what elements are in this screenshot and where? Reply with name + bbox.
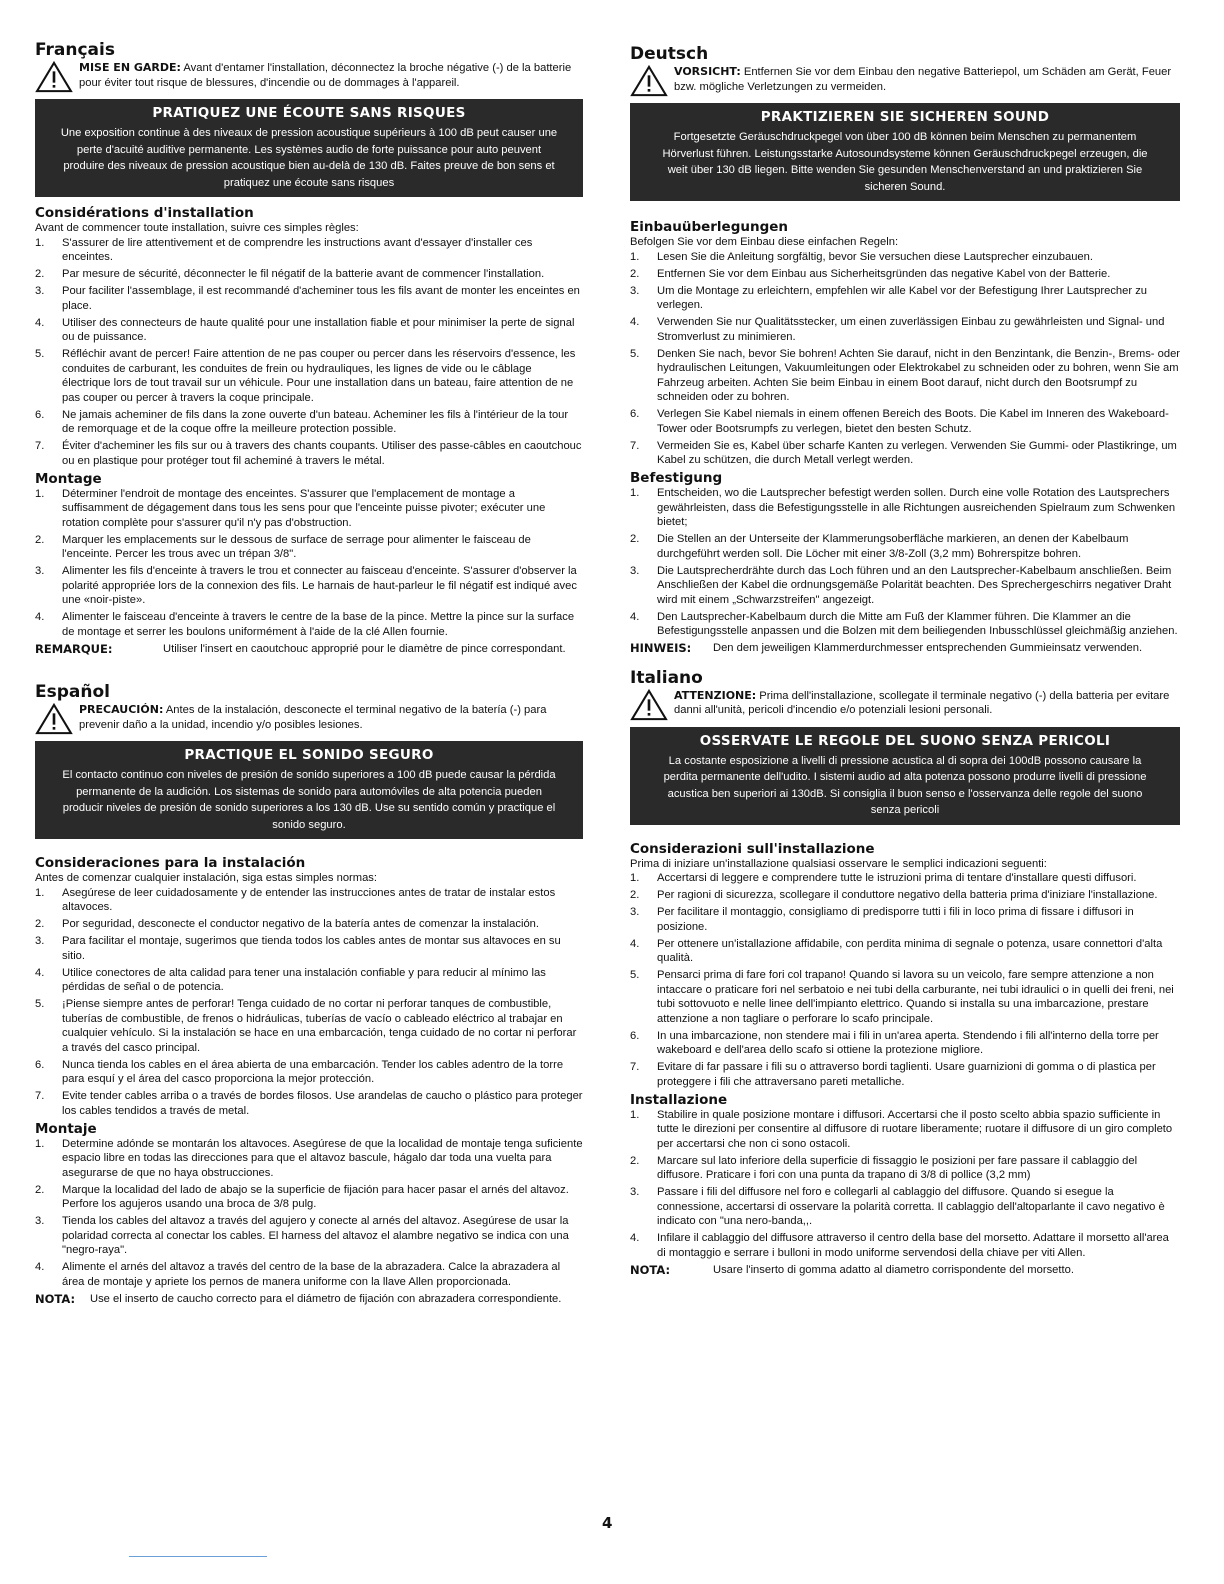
list-item — [35, 997, 583, 1055]
item-text: Marque la localidad del lado de abajo se la superficie de fijación para hacer pasar el arnés del altavoz. Perfore los agujeros usando una broca de 3/8 pulg. — [62, 1183, 569, 1210]
list-item — [35, 1089, 583, 1118]
item-text: Por seguridad, desconecte el conductor negativo de la batería antes de comenzar la instalación. — [62, 918, 540, 930]
banner-body: El contacto continuo con niveles de presión de sonido superiores a 100 dB puede causar la pérdida permanente de la audición. Los sistemas de sonido para automóviles de alta potencia pueden producir niveles de presión de sonido superiores a los 130 dB. Use su sentido común y practique el sonido seguro. — [62, 769, 556, 831]
safe-sound-banner — [35, 99, 583, 197]
warning-text: Avant d'entamer l'installation, déconnectez la broche négative (-) de la batterie pour éviter tout risque de blessures, d'incendie ou de dommages à l'appareil. — [79, 62, 572, 89]
list-item — [35, 886, 583, 915]
list-item — [630, 1185, 1180, 1229]
section-spanish — [35, 682, 583, 1306]
banner-body: La costante esposizione a livelli di pressione acustica al di sopra dei 100dB possono causare la perdita permanente dell'udito. I sistemi audio ad alta potenza possono produrre livelli di pressione acustica ben superiori ai 130dB. Si consiglia il buon senso e l'osservanza delle regole del suono senza pericoli — [663, 754, 1147, 816]
item-text: Réfléchir avant de percer! Faire attention de ne pas couper ou percer dans les réservoirs d'essence, les conduites de carburant, les conduites de frein ou hydrauliques, les lignes de vide ou le câblage électrique lors de tout travail sur un véhicule. Pour une installation dans un bateau, faire attention de ne pas couper ou percer à travers la coque principale. — [62, 348, 576, 404]
list-item — [35, 610, 583, 639]
item-number: 3. — [35, 285, 45, 297]
mounting-heading: Montage — [35, 470, 102, 487]
mounting-heading: Montaje — [35, 1120, 97, 1137]
list-item — [35, 934, 583, 963]
safe-sound-banner — [35, 741, 583, 839]
item-text: Accertarsi di leggere e comprendere tutte le istruzioni prima di tentare d'installare questi diffusori. — [657, 872, 1137, 884]
item-text: Vermeiden Sie es, Kabel über scharfe Kanten zu verlegen. Verwenden Sie Gummi- oder Plastikringe, um Kabel zu schützen, die durch Metall verlegt werden. — [657, 439, 1177, 466]
banner-title: PRATIQUEZ UNE ÉCOUTE SANS RISQUES — [152, 105, 466, 121]
list-item — [35, 439, 583, 468]
considerations-list — [630, 250, 1180, 468]
item-number: 2. — [35, 918, 45, 930]
item-text: Éviter d'acheminer les fils sur ou à travers des chants coupants. Utiliser des passe-câbles en caoutchouc ou en plastique pour protéger tout fil acheminé à travers le métal. — [62, 440, 582, 467]
item-text: Ne jamais acheminer de fils dans la zone ouverte d'un bateau. Acheminer les fils à l'intérieur de la tour de remorquage et de la coque offre la meilleure protection possible. — [62, 408, 569, 435]
item-text: Stabilire in quale posizione montare i diffusori. Accertarsi che il posto scelto abbia spazio sufficiente in tutte le direzioni per consentire al diffusore di ruotare liberamente; ruotare il diffusore di un giro completo per accertarsi che non ci sono ostacoli. — [657, 1108, 1173, 1150]
item-number: 2. — [630, 533, 640, 545]
item-number: 4. — [35, 611, 45, 623]
item-number: 6. — [630, 408, 640, 420]
list-item — [630, 486, 1180, 530]
item-text: Tienda los cables del altavoz a través del agujero y conecte al arnés del altavoz. Asegúrese de usar la polaridad correcta al conectar los cables. El harness del altavoz el alambre negativo se indica con una "negro-raya". — [62, 1215, 569, 1256]
list-item — [35, 408, 583, 437]
installation-considerations-heading: Considerazioni sull'installazione — [630, 840, 875, 857]
list-item — [35, 917, 583, 932]
page-number: 4 — [602, 1514, 613, 1532]
note-text: Usare l'inserto di gomma adatto al diametro corrispondente del morsetto. — [713, 1263, 1074, 1276]
list-item — [35, 533, 583, 562]
warning-triangle-icon — [630, 65, 668, 97]
item-number: 6. — [630, 1029, 640, 1042]
item-number: 7. — [630, 439, 640, 452]
list-item — [35, 347, 583, 405]
banner-body: Fortgesetzte Geräuschdruckpegel von über 100 dB können beim Menschen zu permanentem Hörverlust führen. Leistungsstarke Autosoundsysteme können Geräuschdruckpegel erzeugen, die weit über 130 dB liegen. Bitte wenden Sie gesunden Menschenverstand an und praktizieren Sie sicheren Sound. — [662, 131, 1148, 193]
warning-note — [630, 65, 1180, 97]
section-intro: Befolgen Sie vor dem Einbau diese einfachen Regeln: — [630, 236, 899, 248]
item-text: S'assurer de lire attentivement et de comprendre les instructions avant d'essayer d'installer ces enceintes. — [62, 236, 533, 263]
footer-rule — [129, 1556, 267, 1557]
list-item — [35, 284, 583, 313]
item-number: 2. — [35, 268, 45, 280]
item-number: 1. — [35, 1137, 45, 1150]
mounting-steps-list — [35, 487, 583, 640]
list-item — [630, 1154, 1180, 1183]
item-number: 2. — [630, 267, 640, 280]
considerations-list — [630, 871, 1180, 1089]
warning-label: ATTENZIONE: — [674, 688, 757, 702]
note — [35, 642, 583, 657]
item-number: 4. — [630, 316, 640, 328]
item-number: 5. — [35, 348, 45, 360]
list-item — [630, 250, 1180, 265]
list-item — [35, 1058, 583, 1087]
considerations-list — [35, 886, 583, 1119]
item-number: 4. — [630, 610, 640, 623]
mounting-steps-list — [35, 1137, 583, 1290]
list-item — [630, 1029, 1180, 1058]
list-item — [630, 888, 1180, 903]
note — [630, 1263, 1180, 1278]
banner-title: OSSERVATE LE REGOLE DEL SUONO SENZA PERICOLI — [699, 732, 1111, 749]
item-number: 2. — [630, 889, 640, 901]
list-item — [630, 968, 1180, 1026]
item-text: Evite tender cables arriba o a través de bordes filosos. Use arandelas de caucho o plástico para proteger los cables tendidos a través de metal. — [62, 1090, 583, 1117]
warning-note — [35, 61, 583, 93]
item-text: Denken Sie nach, bevor Sie bohren! Achten Sie darauf, nicht in den Benzintank, die Benzin-, Brems- oder hydraulischen Leitungen, Vakuumleitungen oder Elektrokabel zu schneiden oder zu bohren, wenn Sie am Fahrzeug arbeiten. Achten Sie beim Einbau in einem Boot darauf, nicht durch den Bootsrumpf zu schneiden oder zu bohren. — [657, 347, 1181, 403]
item-number: 3. — [630, 1186, 640, 1198]
item-number: 3. — [630, 284, 640, 297]
item-number: 1. — [630, 250, 640, 263]
list-item — [630, 1231, 1180, 1260]
item-number: 1. — [35, 886, 45, 899]
list-item — [630, 905, 1180, 934]
item-text: Lesen Sie die Anleitung sorgfältig, bevor Sie versuchen diese Lautsprecher einzubauen. — [657, 250, 1093, 263]
item-text: Utilice conectores de alta calidad para tener una instalación confiable y para reducir al mínimo las pérdidas de señal o de potencia. — [62, 966, 546, 993]
mounting-heading: Befestigung — [630, 470, 723, 486]
item-text: Passare i fili del diffusore nel foro e collegarli al cablaggio del diffusore. Quando si esegue la connessione, accertarsi di osservare la polarità corretta. Il cablaggio dell'altoparlante il cavo negativo è indicato con "una nero-banda,,. — [657, 1186, 1165, 1227]
warning-label: PRECAUCIÓN: — [79, 703, 164, 716]
note-text: Utiliser l'insert en caoutchouc approprié pour le diamètre de pince correspondant. — [163, 642, 566, 655]
item-text: Per facilitare il montaggio, consigliamo di predisporre tutti i fili in loco prima di fissare i diffusori in posizione. — [657, 906, 1134, 933]
item-text: Den Lautsprecher-Kabelbaum durch die Mitte am Fuß der Klammer führen. Die Klammer an die Befestigungsstelle anpassen und die Bolzen mit dem beiliegenden Inbusschlüssel gleichmäßig anziehen. — [657, 610, 1178, 637]
section-french — [35, 40, 583, 656]
item-number: 1. — [630, 487, 640, 499]
item-text: Um die Montage zu erleichtern, empfehlen wir alle Kabel vor der Befestigung Ihrer Lautsprecher zu verlegen. — [657, 284, 1148, 311]
item-text: Alimenter le faisceau d'enceinte à travers le centre de la base de la pince. Mettre la pince sur la surface de montage et serrer les boulons uniformément à l'aide de la clé Allen fournie. — [62, 611, 575, 638]
note-label: HINWEIS: — [630, 641, 692, 655]
list-item — [35, 316, 583, 345]
list-item — [630, 1108, 1180, 1152]
item-text: Per ragioni di sicurezza, scollegare il conduttore negativo della batteria prima d'iniziare l'installazione. — [657, 889, 1158, 901]
item-text: Marcare sul lato inferiore della superficie di fissaggio le posizioni per fare passare il cablaggio del diffusore. Praticare i fori con una punta da trapano di 3/8 di pollice (3,2 mm) — [657, 1154, 1138, 1181]
considerations-list — [35, 236, 583, 469]
list-item — [35, 1260, 583, 1289]
item-text: Déterminer l'endroit de montage des enceintes. S'assurer que l'emplacement de montage a suffisamment de dégagement dans tous les sens pour que l'enceinte puisse pivoter; exécuter une rotation complète pour s'assurer qu'il n'y pas d'obstruction. — [62, 487, 546, 529]
item-number: 3. — [630, 564, 640, 577]
item-text: Die Lautsprecherdrähte durch das Loch führen und an den Lautsprecher-Kabelbaum anschließen. Beim Anschließen der Kabel die ordnungsgemäße Polarität beachten. Des Sprechergeschirrs negativer Draht wird mit einem „Schwarzstreifen" angezeigt. — [657, 564, 1172, 606]
list-item — [35, 1137, 583, 1181]
item-number: 6. — [35, 1058, 45, 1071]
item-number: 1. — [35, 236, 45, 249]
list-item — [35, 1214, 583, 1258]
list-item — [630, 267, 1180, 282]
item-number: 3. — [35, 1215, 45, 1227]
list-item — [630, 871, 1180, 886]
list-item — [630, 439, 1180, 468]
list-item — [630, 532, 1180, 561]
item-text: Entfernen Sie vor dem Einbau aus Sicherheitsgründen das negative Kabel von der Batterie. — [657, 267, 1111, 280]
mounting-steps-list — [630, 1108, 1180, 1261]
item-number: 4. — [630, 1232, 640, 1244]
item-text: Para facilitar el montaje, sugerimos que tienda todos los cables antes de montar sus altavoces en su sitio. — [62, 935, 561, 962]
note-label: REMARQUE: — [35, 641, 113, 656]
item-number: 6. — [35, 408, 45, 421]
list-item — [630, 284, 1180, 313]
language-title: Deutsch — [630, 44, 709, 64]
item-number: 1. — [35, 487, 45, 500]
item-number: 7. — [35, 1090, 45, 1102]
item-text: Pensarci prima di fare fori col trapano! Quando si lavora su un veicolo, fare sempre attenzione a non intaccare o praticare fori nel serbatoio e nei tubi della carburante, nei tubi idraulici o in quelli dei freni, nei tubi sottovuoto e nelle linee dell'impianto elettrico. Quando si installa su una imbarcazione, prestare attenzione a non tagliare o perforare lo scafo principale. — [657, 969, 1174, 1025]
section-intro: Antes de comenzar cualquier instalación, siga estas simples normas: — [35, 872, 378, 884]
installation-considerations-heading: Einbauüberlegungen — [630, 219, 789, 235]
item-text: ¡Piense siempre antes de perforar! Tenga cuidado de no cortar ni perforar tanques de combustible, tuberías de combustible, de frenos o hidráulicas, tuberías de vacío o cableado eléctrico al trabajar en cualquier vehículo. Si la instalación se hace en una embarcación, tenga cuidado de no cortar ni perforar a través del casco principal. — [62, 998, 577, 1054]
item-text: Verlegen Sie Kabel niemals in einem offenen Bereich des Boots. Die Kabel im Inneren des Wakeboard-Tower oder Bootsrumpfs zu verlegen, bietet den besten Schutz. — [657, 408, 1169, 435]
item-number: 5. — [35, 998, 45, 1010]
section-german — [630, 44, 1180, 656]
item-text: Entscheiden, wo die Lautsprecher befestigt werden sollen. Durch eine volle Rotation des Lautsprechers gewährleisten, dass die Befestigungsstelle in alle Richtungen ausreichenden Spielraum zum Schwenken bietet; — [657, 487, 1176, 528]
language-title: Español — [35, 682, 110, 702]
list-item — [630, 937, 1180, 966]
item-text: Utiliser des connecteurs de haute qualité pour une installation fiable et pour minimiser la perte de signal ou de puissance. — [62, 316, 575, 343]
warning-text: Antes de la instalación, desconecte el terminal negativo de la batería (-) para prevenir daño a la unidad, incendio y/o posibles lesiones. — [79, 704, 547, 731]
item-text: Marquer les emplacements sur le dessous de surface de serrage pour alimenter le faisceau de l'enceinte. Percer les trous avec un trépan 3/8". — [62, 533, 531, 560]
list-item — [35, 267, 583, 282]
item-text: Determine adónde se montarán los altavoces. Asegúrese de que la localidad de montaje tenga suficiente espacio libre en todas las direcciones para que el altavoz bascule, hágalo dar toda una vuelta para asegurarse de que no haya obstrucciones. — [62, 1137, 583, 1179]
list-item — [35, 487, 583, 531]
note — [630, 641, 1180, 656]
list-item — [630, 610, 1180, 639]
section-italian — [630, 668, 1180, 1278]
language-title: Italiano — [630, 667, 703, 688]
item-number: 3. — [630, 906, 640, 918]
mounting-heading: Installazione — [630, 1091, 728, 1108]
section-intro: Prima di iniziare un'installazione qualsiasi osservare le semplici indicazioni seguenti: — [630, 857, 1047, 870]
item-text: In una imbarcazione, non stendere mai i fili in un'area aperta. Stendendo i fili all'interno della torre per wakeboard e dell'area dello scafo si ottiene la protezione migliore. — [657, 1029, 1159, 1056]
section-intro: Avant de commencer toute installation, suivre ces simples règles: — [35, 222, 359, 234]
list-item — [630, 1060, 1180, 1089]
note-text: Den dem jeweiligen Klammerdurchmesser entsprechenden Gummieinsatz verwenden. — [713, 642, 1143, 654]
note-label: NOTA: — [35, 1291, 76, 1306]
list-item — [630, 315, 1180, 344]
item-number: 2. — [35, 533, 45, 546]
list-item — [630, 564, 1180, 608]
banner-body: Une exposition continue à des niveaux de pression acoustique supérieurs à 100 dB peut causer une perte d'acuité auditive permanente. Les systèmes audio de forte puissance pour auto peuvent produire des niveaux de pression acoustique bien au-delà de 130 dB. Faites preuve de bon sens et pratiquez une écoute sans risques — [60, 127, 558, 189]
item-text: Die Stellen an der Unterseite der Klammerungsoberfläche markieren, an denen der Kabelbaum durchgeführt werden soll. Die Löcher mit einer 3/8-Zoll (3,2 mm) Bohrerspitze bohren. — [657, 533, 1129, 560]
item-number: 5. — [630, 347, 640, 360]
item-text: Evitare di far passare i fili su o attraverso bordi taglienti. Usare guarnizioni di gomma o di plastica per proteggere i fili che attraversano pareti metalliche. — [657, 1061, 1156, 1088]
mounting-steps-list — [630, 486, 1180, 639]
item-number: 2. — [35, 1183, 45, 1196]
warning-triangle-icon — [630, 689, 668, 721]
installation-considerations-heading: Considérations d'installation — [35, 205, 254, 221]
item-text: Pour faciliter l'assemblage, il est recommandé d'acheminer tous les fils avant de monter les enceintes en place. — [62, 285, 580, 312]
list-item — [35, 966, 583, 995]
item-number: 4. — [35, 966, 45, 979]
warning-text: Prima dell'installazione, scollegate il terminale negativo (-) della batteria per evitare danni all'unità, pericoli d'incendio e/o potenziali lesioni personali. — [674, 689, 1170, 716]
note-label: NOTA: — [630, 1262, 671, 1277]
warning-triangle-icon — [35, 61, 73, 93]
note — [35, 1292, 583, 1307]
item-number: 3. — [35, 935, 45, 947]
item-text: Par mesure de sécurité, déconnecter le fil négatif de la batterie avant de commencer l'installation. — [62, 268, 545, 280]
list-item — [630, 347, 1180, 405]
warning-note — [630, 689, 1180, 721]
note-text: Use el inserto de caucho correcto para el diámetro de fijación con abrazadera correspondiente. — [90, 1292, 562, 1305]
item-text: Nunca tienda los cables en el área abierta de una embarcación. Tender los cables adentro de la torre para esquí y el área del casco proporciona la mejor protección. — [62, 1058, 564, 1085]
warning-triangle-icon — [35, 703, 73, 735]
list-item — [35, 1183, 583, 1212]
item-number: 5. — [630, 969, 640, 981]
item-number: 7. — [630, 1061, 640, 1073]
warning-text: Entfernen Sie vor dem Einbau den negative Batteriepol, um Schäden am Gerät, Feuer bzw. mögliche Verletzungen zu vermeiden. — [674, 66, 1172, 93]
item-number: 4. — [630, 937, 640, 950]
item-text: Alimente el arnés del altavoz a través del centro de la base de la abrazadera. Calce la abrazadera al área de montaje y apriete los pernos de manera uniforme con la llave Allen proporcionada. — [62, 1261, 561, 1288]
list-item — [35, 564, 583, 608]
installation-considerations-heading: Consideraciones para la instalación — [35, 855, 306, 871]
item-number: 1. — [630, 872, 640, 884]
item-number: 2. — [630, 1154, 640, 1167]
safe-sound-banner — [630, 727, 1180, 825]
list-item — [630, 407, 1180, 436]
item-text: Alimenter les fils d'enceinte à travers le trou et connecter au faisceau d'enceinte. S'assurer d'observer la polarité appropriée lors de la connexion des fils. Le harnais de haut-parleur le fil négatif est indiqué avec une «noir-piste». — [62, 565, 577, 606]
left-column — [35, 40, 583, 1306]
item-number: 7. — [35, 440, 45, 452]
item-text: Infilare il cablaggio del diffusore attraverso il centro della base del morsetto. Adattare il morsetto all'area di montaggio e serrare i bulloni in modo uniforme servendosi della chiave per viti Allen. — [657, 1232, 1169, 1259]
item-number: 1. — [630, 1108, 640, 1121]
warning-label: MISE EN GARDE: — [79, 61, 181, 74]
item-text: Asegúrese de leer cuidadosamente y de entender las instrucciones antes de tratar de instalar estos altavoces. — [62, 886, 556, 913]
item-number: 4. — [35, 1261, 45, 1273]
right-column — [630, 44, 1180, 1277]
warning-label: VORSICHT: — [674, 65, 741, 78]
banner-title: PRAKTIZIEREN SIE SICHEREN SOUND — [760, 109, 1050, 125]
warning-note — [35, 703, 583, 735]
safe-sound-banner — [630, 103, 1180, 201]
language-title: Français — [35, 40, 115, 60]
item-text: Per ottenere un'istallazione affidabile, con perdita minima di segnale o potenza, usare connettori d'alta qualità. — [657, 937, 1163, 964]
item-number: 3. — [35, 565, 45, 577]
item-text: Verwenden Sie nur Qualitätsstecker, um einen zuverlässigen Einbau zu gewährleisten und Signal- und Stromverlust zu minimieren. — [657, 316, 1165, 343]
list-item — [35, 236, 583, 265]
item-number: 4. — [35, 316, 45, 329]
banner-title: PRACTIQUE EL SONIDO SEGURO — [184, 747, 434, 763]
